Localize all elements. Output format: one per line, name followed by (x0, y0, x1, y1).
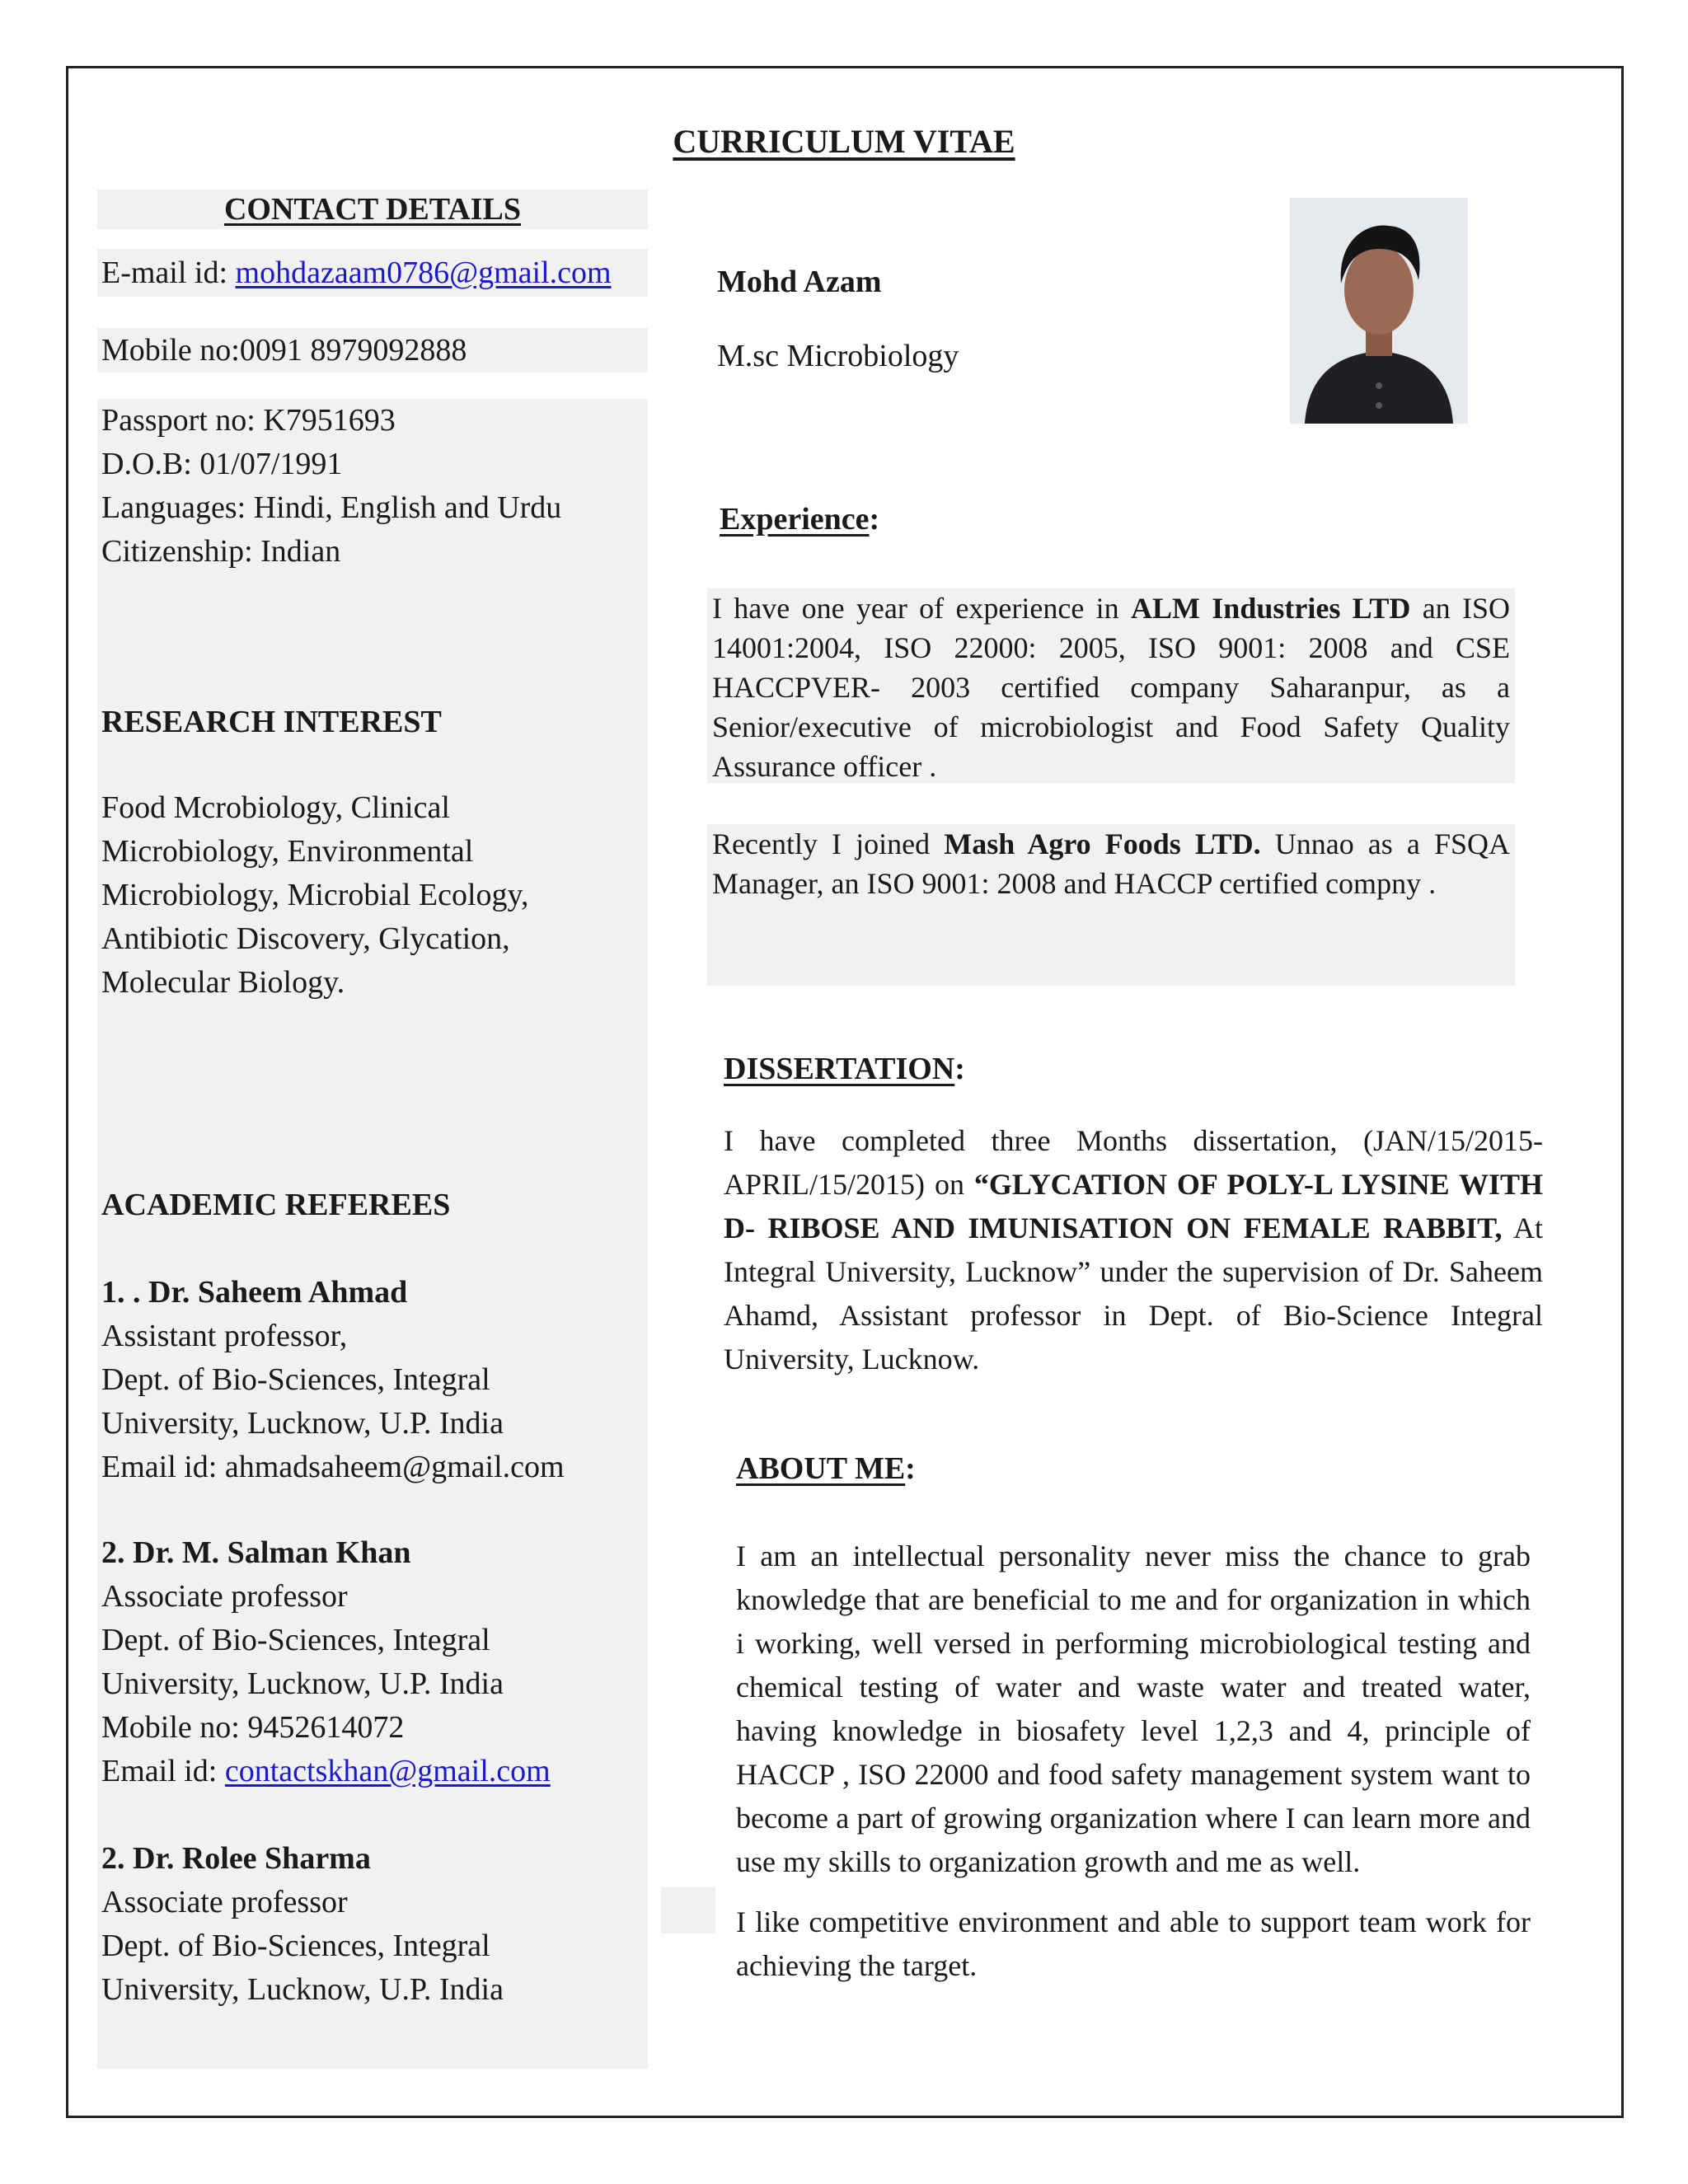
referee-line: Associate professor (101, 1885, 348, 1919)
referee-email-link[interactable]: contactskhan@gmail.com (224, 1754, 551, 1788)
referee-line: University, Lucknow, U.P. India (101, 1972, 504, 2007)
date-of-birth: D.O.B: 01/07/1991 (101, 447, 343, 481)
candidate-degree: M.sc Microbiology (717, 339, 959, 373)
research-line: Food Mcrobiology, Clinical (101, 790, 450, 825)
candidate-name: Mohd Azam (717, 265, 882, 299)
research-line: Antibiotic Discovery, Glycation, (101, 921, 510, 956)
referee-line: Assistant professor, (101, 1319, 348, 1353)
email-link[interactable]: mohdazaam0786@gmail.com (235, 255, 612, 290)
referee-name: 1. . Dr. Saheem Ahmad (101, 1275, 408, 1310)
referee-name: 2. Dr. M. Salman Khan (101, 1535, 411, 1570)
dissertation-title: “GLYCATION OF POLY-L LYSINE WITH D- RIBOSE AND IMUNISATION ON FEMALE RABBIT, (724, 1168, 1543, 1244)
company-mash: Mash Agro Foods LTD. (944, 827, 1261, 860)
about-paragraph: I like competitive environment and able to support team work for achieving the target. (736, 1905, 1531, 1982)
experience-mash-box: Recently I joined Mash Agro Foods LTD. Unnao as a FSQA Manager, an ISO 9001: 2008 and HACCP certified compny . (707, 824, 1515, 986)
referee-email: Email id: contactskhan@gmail.com (101, 1754, 551, 1788)
dissertation-text: I have completed three Months dissertation, (JAN/15/2015-APRIL/15/2015) on “GLYCATION OF POLY-L LYSINE WITH D- RIBOSE AND IMUNISATION ON FEMALE RABBIT, At Integral University, Lucknow” under the supervision of Dr. Saheem Ahamd, Assistant professor in Dept. of Bio-Science Integral University, Lucknow. (724, 1124, 1543, 1376)
email-label: E-mail id: (101, 255, 236, 290)
left-info-panel (97, 399, 648, 2069)
citizenship: Citizenship: Indian (101, 534, 341, 569)
referee-1 (101, 1271, 565, 1489)
person-photo-icon (1290, 198, 1468, 424)
referee-line: Dept. of Bio-Sciences, Integral (101, 1929, 490, 1963)
referee-email-text: ahmadsaheem@gmail.com (224, 1450, 565, 1484)
referee-2 (101, 1531, 551, 1793)
referee-email: Email id: ahmadsaheem@gmail.com (101, 1450, 565, 1484)
referee-line: University, Lucknow, U.P. India (101, 1666, 504, 1701)
languages: Languages: Hindi, English and Urdu (101, 490, 562, 525)
research-line: Molecular Biology. (101, 965, 345, 1000)
company-alm: ALM Industries LTD (1130, 592, 1411, 625)
about-text (736, 1535, 1531, 1988)
referee-3 (101, 1837, 504, 2012)
contact-heading-box (97, 190, 648, 229)
referee-name: 2. Dr. Rolee Sharma (101, 1841, 371, 1876)
passport-number: Passport no: K7951693 (101, 403, 396, 438)
research-heading: RESEARCH INTEREST (101, 705, 442, 739)
referee-line: University, Lucknow, U.P. India (101, 1406, 504, 1441)
referees-heading: ACADEMIC REFEREES (101, 1188, 451, 1222)
research-line: Microbiology, Environmental (101, 834, 474, 869)
document-title: CURRICULUM VITAE (673, 123, 1015, 160)
experience-heading: Experience: (720, 502, 880, 537)
referee-line: Associate professor (101, 1579, 348, 1614)
profile-photo (1290, 198, 1468, 424)
decorative-gray-block (661, 1887, 715, 1933)
dissertation-heading: DISSERTATION: (724, 1052, 965, 1086)
research-line: Microbiology, Microbial Ecology, (101, 878, 529, 912)
mobile-number: Mobile no:0091 8979092888 (101, 333, 467, 368)
about-paragraph: I am an intellectual personality never miss the chance to grab knowledge that are beneficial to me and for organization in which i working, well versed in performing microbiological testing and chemical testing of water and waste water and treated water, having knowledge in biosafety level 1,2,3 and 4, principle of HACCP , ISO 22000 and food safety management system want to become a part of growing organization where I can learn more and use my skills to organization growth and me as well. (736, 1540, 1531, 1878)
referee-line: Dept. of Bio-Sciences, Integral (101, 1623, 490, 1657)
experience-alm-box: I have one year of experience in ALM Industries LTD an ISO 14001:2004, ISO 22000: 2005, ISO 9001: 2008 and CSE HACCPVER- 2003 certified company Saharanpur, as a Senior/executive of microbiologist and Food Safety Quality Assurance officer . (707, 588, 1515, 783)
referee-mobile: Mobile no: 9452614072 (101, 1710, 405, 1745)
research-list (101, 786, 529, 1005)
email-row (97, 249, 648, 297)
mobile-row (97, 328, 648, 373)
referee-line: Dept. of Bio-Sciences, Integral (101, 1362, 490, 1397)
about-heading: ABOUT ME: (736, 1451, 916, 1486)
contact-heading: CONTACT DETAILS (223, 192, 522, 227)
